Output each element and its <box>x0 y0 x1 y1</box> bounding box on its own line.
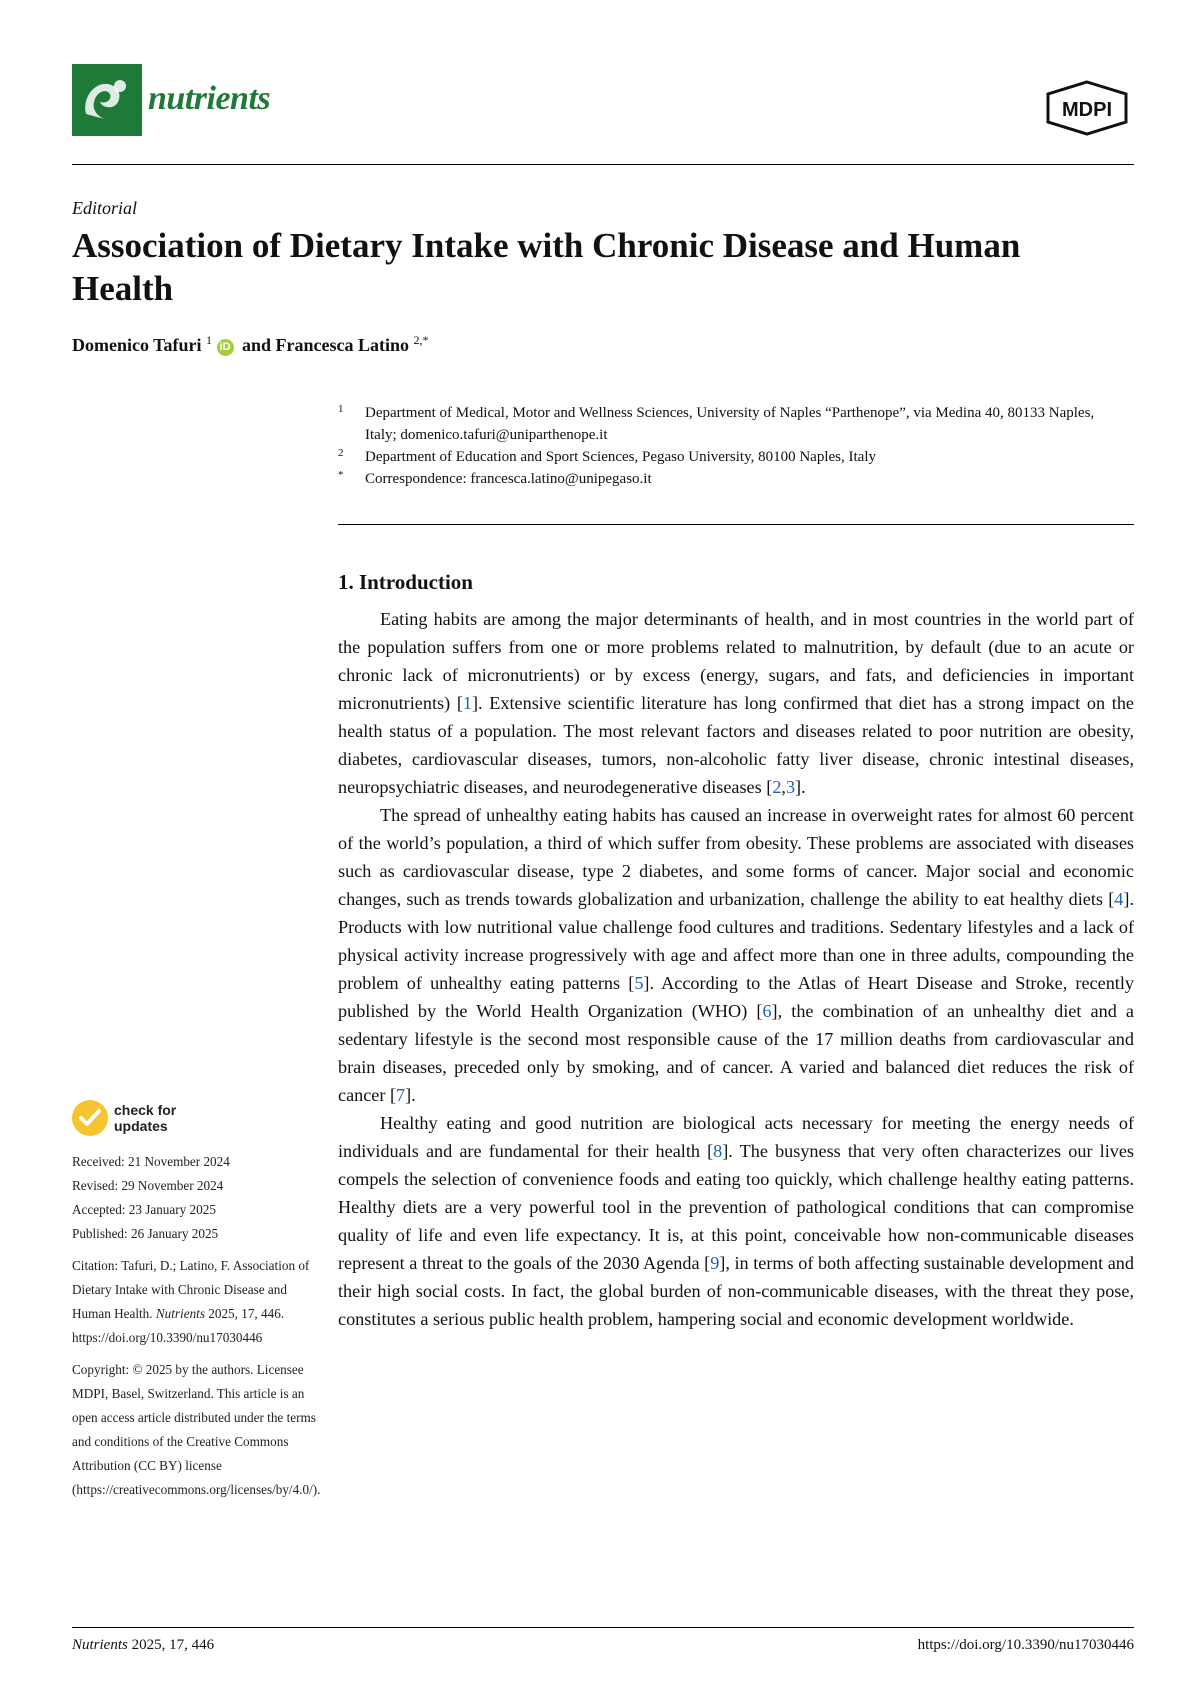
affiliation-text: Department of Medical, Motor and Wellness Sciences, University of Naples “Parthenope”, via Medina 40, 80133 Naples, Italy; domenico.tafuri@uniparthenope.it <box>365 405 1095 443</box>
author-affiliation-mark: 2,* <box>413 333 429 347</box>
revised-date: Revised: 29 November 2024 <box>72 1178 224 1193</box>
author-affiliation-mark: 1 <box>206 333 213 347</box>
footer-divider <box>72 1627 1134 1628</box>
affiliation-mark: * <box>338 469 344 481</box>
paragraph: Eating habits are among the major determinants of health, and in most countries in the world part of the population suffers from one or more problems related to malnutrition, by default (due to an acute or chronic lack of micronutrients) or by excess (energy, sugars, and fats, and deficiencies in important micronutrients) [1]. Extensive scientific literature has long confirmed that diet has a strong impact on the health status of a population. The most relevant factors and diseases related to poor nutrition are obesity, diabetes, cardiovascular diseases, tumors, non-alcoholic fatty liver disease, chronic intestinal diseases, neuropsychiatric diseases, and neurodegenerative diseases [2,3]. <box>338 609 1134 797</box>
citation-doi[interactable]: 2025, 17, 446. https://doi.org/10.3390/nu17030446 <box>72 1306 285 1345</box>
citation-text: Citation: Tafuri, D.; Latino, F. Association of Dietary Intake with Chronic Disease and Human Health. <box>72 1258 310 1321</box>
publisher-logo-icon <box>1044 80 1130 136</box>
body-text <box>338 605 1134 1333</box>
citation-journal: Nutrients <box>155 1306 205 1321</box>
header-divider <box>72 164 1134 165</box>
journal-name: nutrients <box>148 80 271 117</box>
footer-doi-link[interactable]: https://doi.org/10.3390/nu17030446 <box>917 1637 1134 1653</box>
article-metadata-sidebar <box>72 1150 322 1510</box>
dates-block <box>72 1150 322 1246</box>
affiliation-mark: 2 <box>338 447 344 459</box>
affiliation-item <box>338 402 1128 446</box>
affiliations <box>338 402 1128 490</box>
received-date: Received: 21 November 2024 <box>72 1154 230 1169</box>
orcid-icon[interactable]: iD <box>217 339 234 356</box>
section-heading: 1. Introduction <box>338 570 473 594</box>
citation-reference-link[interactable]: 8 <box>713 1141 723 1161</box>
citation-reference-link[interactable]: 2 <box>772 777 782 797</box>
accepted-date: Accepted: 23 January 2025 <box>72 1202 216 1217</box>
article-type: Editorial <box>72 198 138 218</box>
journal-logo-icon <box>72 64 142 136</box>
citation-reference-link[interactable]: 7 <box>396 1085 406 1105</box>
author-name[interactable]: and Francesca Latino <box>242 335 410 355</box>
copyright-block: Copyright: © 2025 by the authors. Licensee MDPI, Basel, Switzerland. This article is an open access article distributed under the terms and conditions of the Creative Commons Attribution (CC BY) license (https://creativecommons.org/licenses/by/4.0/). <box>72 1362 321 1497</box>
citation-reference-link[interactable]: 3 <box>785 777 796 797</box>
footer-volume: 2025, 17, 446 <box>131 1637 215 1653</box>
publisher-name: MDPI <box>1062 99 1112 121</box>
citation-reference-link[interactable]: 6 <box>762 1001 772 1021</box>
affiliation-text: Department of Education and Sport Sciences, Pegaso University, 80100 Naples, Italy <box>365 449 876 465</box>
affiliation-divider <box>338 524 1134 525</box>
citation-reference-link[interactable]: 4 <box>1114 889 1124 909</box>
check-updates-line: check for <box>114 1102 177 1118</box>
citation-reference-link[interactable]: 1 <box>462 693 472 713</box>
citation-block <box>72 1254 322 1350</box>
affiliation-item <box>338 468 1128 490</box>
check-updates-icon <box>72 1100 108 1136</box>
citation-reference-link[interactable]: 5 <box>634 973 644 993</box>
footer-journal-info <box>72 1637 214 1654</box>
check-updates-line: updates <box>114 1118 168 1134</box>
author-name[interactable]: Domenico Tafuri <box>72 335 202 355</box>
affiliation-item <box>338 446 1128 468</box>
author-list <box>72 333 429 356</box>
article-title: Association of Dietary Intake with Chronic Disease and Human Health <box>72 226 1021 308</box>
check-updates-label <box>114 1102 176 1134</box>
check-for-updates-button[interactable] <box>72 1100 272 1140</box>
citation-reference-link[interactable]: 9 <box>710 1253 720 1273</box>
correspondence-text[interactable]: Correspondence: francesca.latino@unipegaso.it <box>365 471 652 487</box>
published-date: Published: 26 January 2025 <box>72 1226 219 1241</box>
paragraph: The spread of unhealthy eating habits has caused an increase in overweight rates for almost 60 percent of the world’s population, a third of which suffer from obesity. These problems are associated with diseases such as cardiovascular disease, type 2 diabetes, and some forms of cancer. Major social and economic changes, such as trends towards globalization and urbanization, challenge the ability to eat healthy diets [4]. Products with low nutritional value challenge food cultures and traditions. Sedentary lifestyles and a lack of physical activity increase progressively with age and affect more than one in three adults, compounding the problem of unhealthy eating patterns [5]. According to the Atlas of Heart Disease and Stroke, recently published by the World Health Organization (WHO) [6], the combination of an unhealthy diet and a sedentary lifestyle is the second most responsible cause of the 17 million deaths from cardiovascular and brain diseases, preceded only by smoking, and of cancer. A varied and balanced diet reduces the risk of cancer [7]. <box>338 805 1134 1105</box>
affiliation-mark: 1 <box>338 403 344 415</box>
footer-journal-name: Nutrients <box>72 1637 128 1653</box>
paragraph: Healthy eating and good nutrition are biological acts necessary for meeting the energy needs of individuals and are fundamental for their health [8]. The busyness that very often characterizes our lives compels the selection of convenience foods and eating too quickly, which challenge healthy eating patterns. Healthy diets are a very powerful tool in the prevention of pathological conditions that can compromise quality of life and even life expectancy. It is, at this point, conceivable how non-communicable diseases represent a threat to the goals of the 2030 Agenda [9], in terms of both affecting sustainable development and their high social costs. In fact, the global burden of non-communicable diseases, with the threat they pose, constitutes a serious public health problem, hampering social and economic development worldwide. <box>338 1113 1134 1329</box>
